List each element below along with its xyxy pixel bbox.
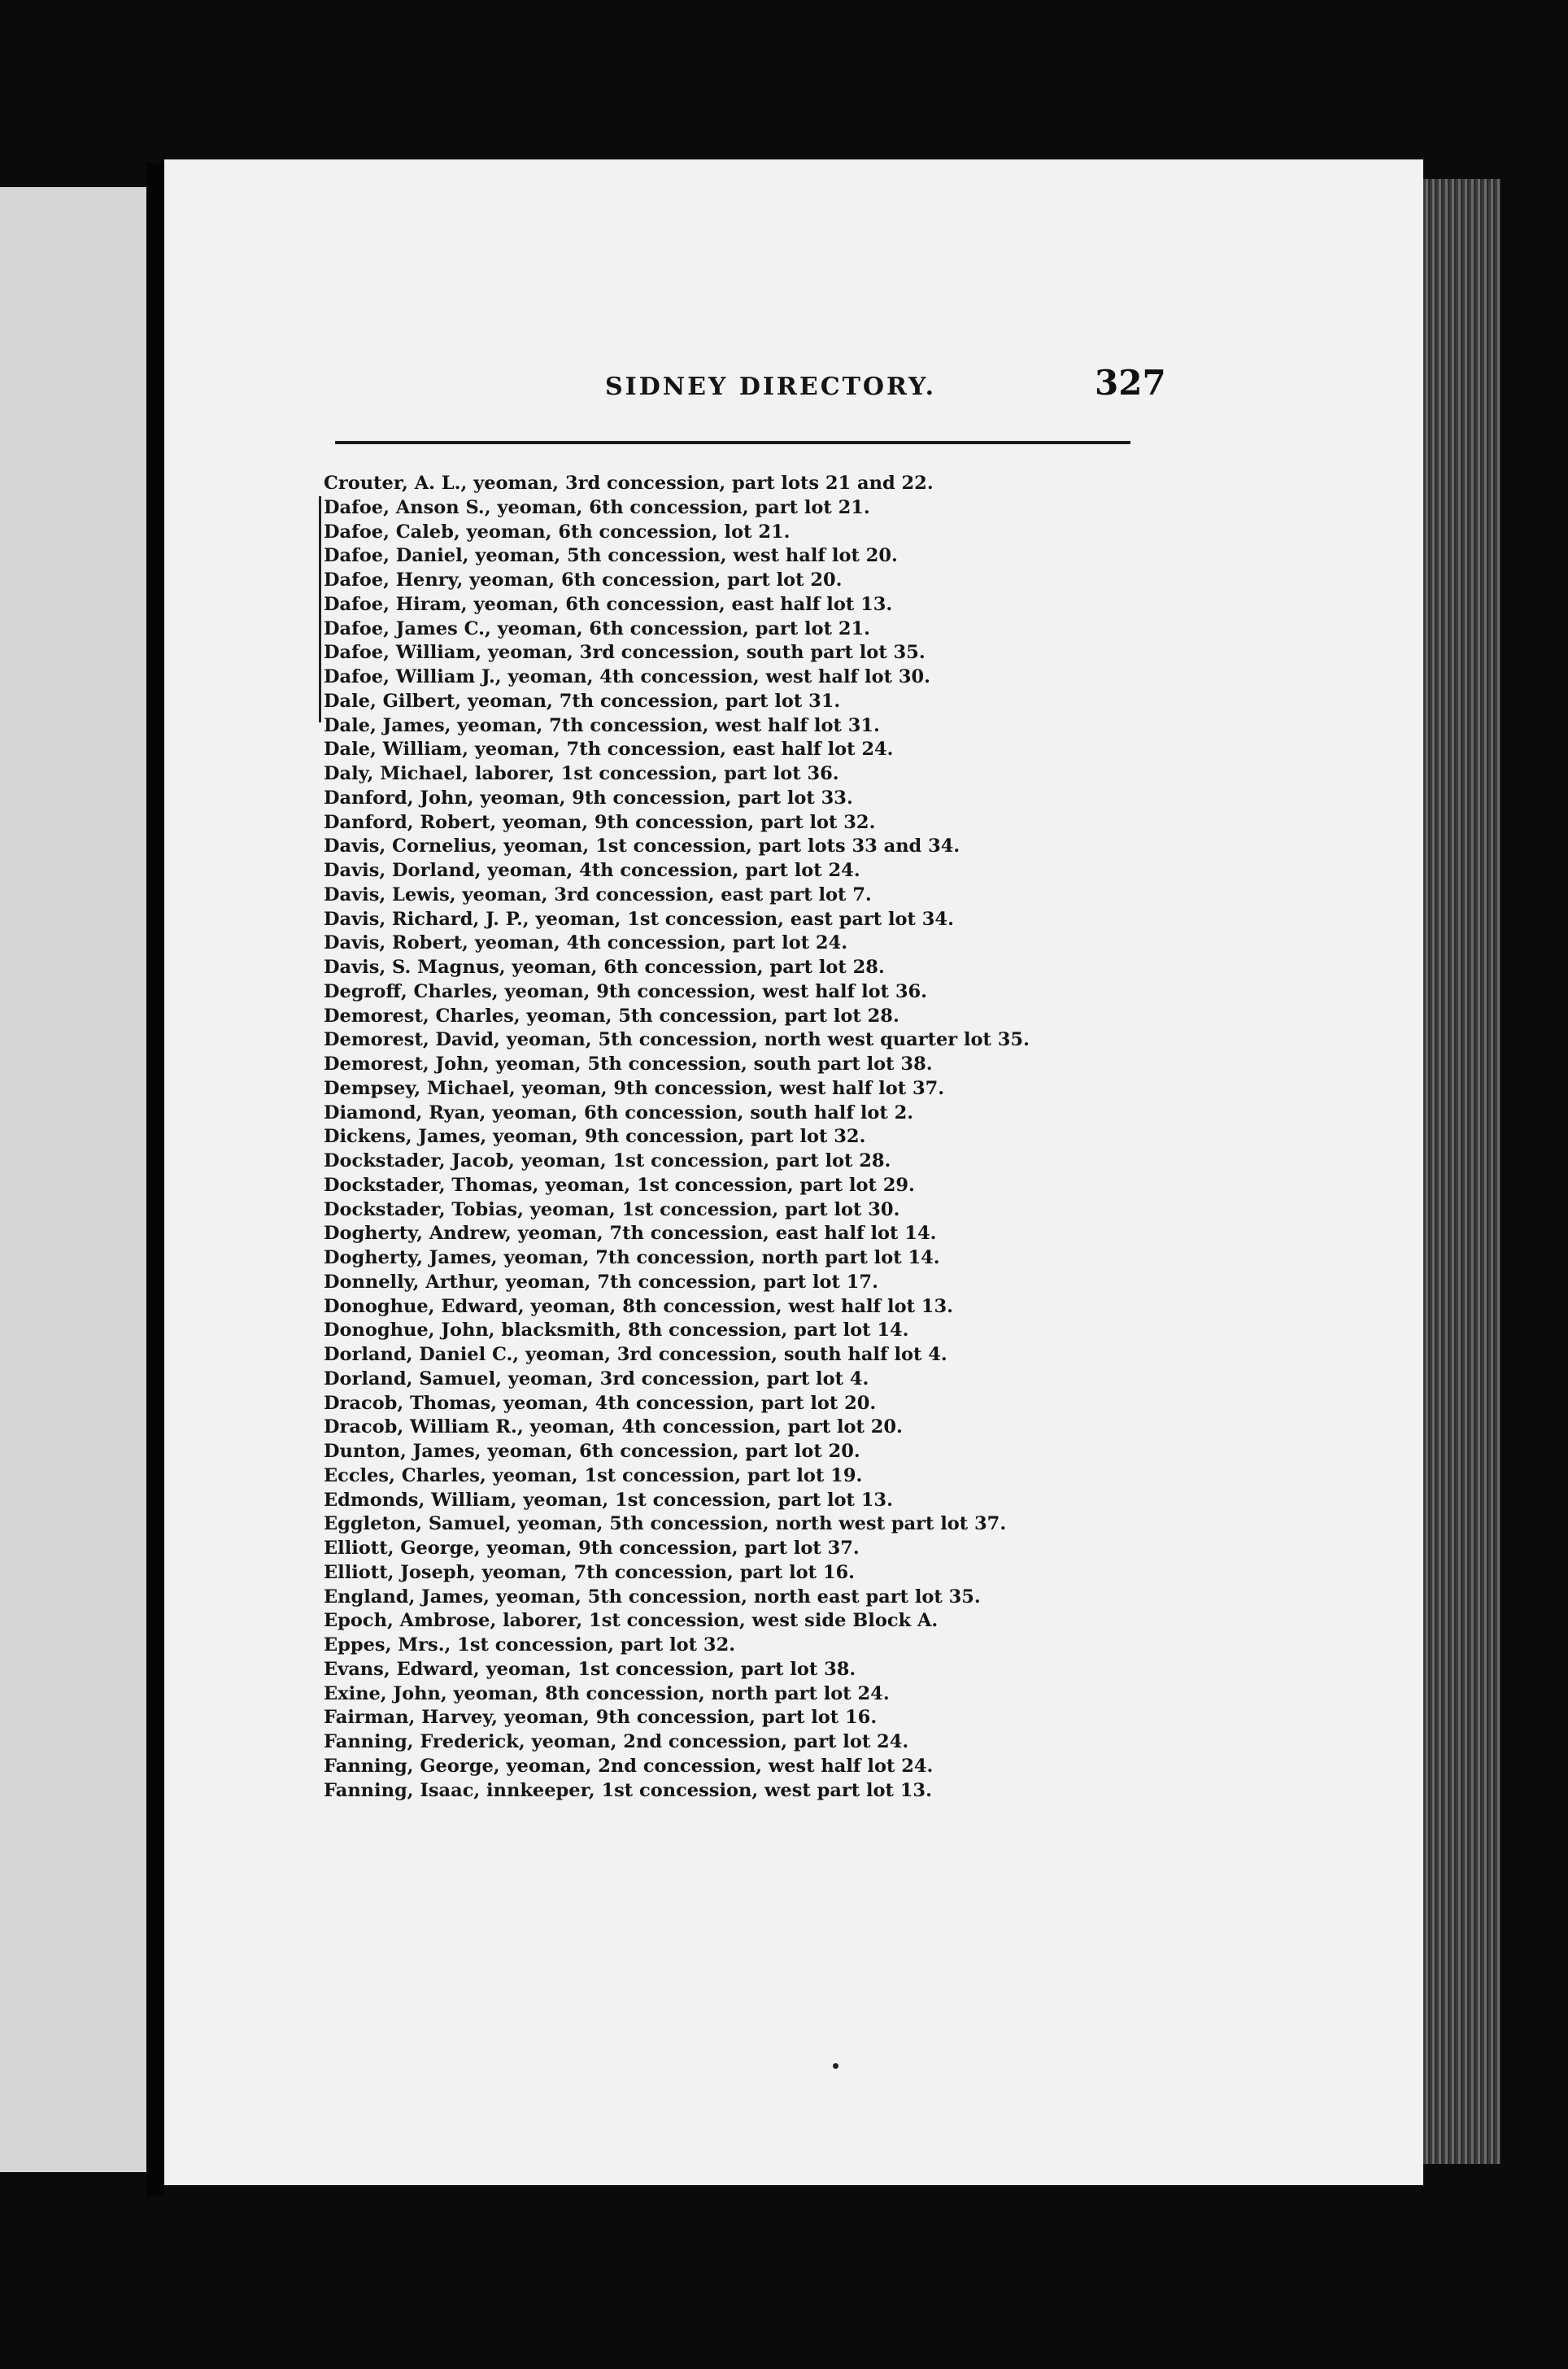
dafoe-bracket-mark	[319, 496, 321, 722]
directory-entry: Demorest, John, yeoman, 5th concession, south part lot 38.	[324, 1054, 933, 1075]
directory-entry: Crouter, A. L., yeoman, 3rd concession, part lots 21 and 22.	[324, 473, 934, 494]
directory-entry: Davis, Lewis, yeoman, 3rd concession, east part lot 7.	[324, 883, 872, 905]
directory-entry: Fanning, Frederick, yeoman, 2nd concession, part lot 24.	[324, 1731, 909, 1752]
directory-entry: Dafoe, Hiram, yeoman, 6th concession, east half lot 13.	[324, 593, 893, 615]
directory-entry: Dafoe, Daniel, yeoman, 5th concession, west half lot 20.	[324, 545, 898, 567]
directory-entry: Fairman, Harvey, yeoman, 9th concession, part lot 16.	[324, 1707, 878, 1729]
directory-entry: Donnelly, Arthur, yeoman, 7th concession, part lot 17.	[324, 1271, 878, 1293]
page-dot	[833, 2063, 838, 2069]
directory-entry: Davis, Richard, J. P., yeoman, 1st concession, east part lot 34.	[324, 908, 954, 930]
directory-entry: Eccles, Charles, yeoman, 1st concession, part lot 19.	[324, 1464, 863, 1486]
directory-entry: Dracob, Thomas, yeoman, 4th concession, part lot 20.	[324, 1392, 877, 1414]
directory-entry: Eggleton, Samuel, yeoman, 5th concession, north west part lot 37.	[324, 1513, 1007, 1535]
directory-entry: Dale, James, yeoman, 7th concession, west half lot 31.	[324, 714, 880, 736]
directory-entry: Dafoe, William J., yeoman, 4th concession, west half lot 30.	[324, 666, 930, 687]
directory-entry: Daly, Michael, laborer, 1st concession, part lot 36.	[324, 763, 839, 784]
directory-entry: Danford, John, yeoman, 9th concession, part lot 33.	[324, 787, 853, 809]
directory-entry: Dorland, Samuel, yeoman, 3rd concession, part lot 4.	[324, 1368, 869, 1390]
directory-entry: Dempsey, Michael, yeoman, 9th concession, west half lot 37.	[324, 1077, 945, 1099]
directory-entry: Degroff, Charles, yeoman, 9th concession, west half lot 36.	[324, 980, 927, 1002]
directory-entry: Dafoe, William, yeoman, 3rd concession, south part lot 35.	[324, 642, 926, 664]
directory-entry: Fanning, Isaac, innkeeper, 1st concession, west part lot 13.	[324, 1779, 932, 1801]
directory-entry: Eppes, Mrs., 1st concession, part lot 32.	[324, 1634, 736, 1656]
page-stack-edge	[1423, 179, 1500, 2164]
directory-entry: Davis, Robert, yeoman, 4th concession, part lot 24.	[324, 932, 848, 954]
directory-entry: Elliott, George, yeoman, 9th concession, part lot 37.	[324, 1538, 860, 1559]
directory-entry: Donoghue, Edward, yeoman, 8th concession, west half lot 13.	[324, 1295, 953, 1317]
directory-entry: Demorest, David, yeoman, 5th concession, north west quarter lot 35.	[324, 1029, 1030, 1051]
page-number: 327	[1095, 363, 1166, 403]
directory-entry: Davis, Dorland, yeoman, 4th concession, part lot 24.	[324, 860, 860, 881]
running-header: SIDNEY DIRECTORY.	[605, 373, 937, 401]
book-gutter	[146, 163, 164, 2197]
directory-entry: Edmonds, William, yeoman, 1st concession, part lot 13.	[324, 1489, 893, 1511]
directory-entry: Exine, John, yeoman, 8th concession, north part lot 24.	[324, 1682, 890, 1704]
directory-entry: Dogherty, James, yeoman, 7th concession, north part lot 14.	[324, 1247, 940, 1268]
directory-entry: Davis, S. Magnus, yeoman, 6th concession, part lot 28.	[324, 957, 885, 978]
directory-entries	[324, 472, 1137, 1803]
directory-entry: Davis, Cornelius, yeoman, 1st concession, part lots 33 and 34.	[324, 835, 960, 857]
directory-entry: Dunton, James, yeoman, 6th concession, part lot 20.	[324, 1441, 860, 1462]
directory-entry: Dockstader, Jacob, yeoman, 1st concession, part lot 28.	[324, 1150, 891, 1171]
directory-entry: Dockstader, Tobias, yeoman, 1st concession, part lot 30.	[324, 1198, 900, 1220]
directory-entry: Dale, Gilbert, yeoman, 7th concession, part lot 31.	[324, 690, 841, 712]
directory-entry: Dale, William, yeoman, 7th concession, east half lot 24.	[324, 739, 894, 761]
directory-entry: England, James, yeoman, 5th concession, north east part lot 35.	[324, 1586, 981, 1608]
directory-entry: Dafoe, Caleb, yeoman, 6th concession, lot 21.	[324, 521, 791, 543]
directory-entry: Donoghue, John, blacksmith, 8th concession, part lot 14.	[324, 1320, 909, 1342]
directory-entry: Evans, Edward, yeoman, 1st concession, part lot 38.	[324, 1658, 856, 1680]
directory-entry: Diamond, Ryan, yeoman, 6th concession, south half lot 2.	[324, 1102, 914, 1123]
directory-entry: Dogherty, Andrew, yeoman, 7th concession, east half lot 14.	[324, 1223, 937, 1245]
directory-entry: Dafoe, James C., yeoman, 6th concession, part lot 21.	[324, 617, 870, 639]
directory-entry: Dracob, William R., yeoman, 4th concession, part lot 20.	[324, 1416, 903, 1438]
directory-entry: Epoch, Ambrose, laborer, 1st concession, west side Block A.	[324, 1610, 939, 1632]
directory-entry: Dafoe, Anson S., yeoman, 6th concession, part lot 21.	[324, 496, 870, 518]
directory-entry: Dickens, James, yeoman, 9th concession, part lot 32.	[324, 1126, 866, 1148]
directory-entry: Dorland, Daniel C., yeoman, 3rd concession, south half lot 4.	[324, 1344, 947, 1365]
header-rule	[335, 441, 1130, 444]
directory-entry: Danford, Robert, yeoman, 9th concession, part lot 32.	[324, 811, 876, 833]
directory-entry: Elliott, Joseph, yeoman, 7th concession, part lot 16.	[324, 1561, 856, 1583]
directory-entry: Fanning, George, yeoman, 2nd concession, west half lot 24.	[324, 1755, 934, 1777]
directory-entry: Dafoe, Henry, yeoman, 6th concession, part lot 20.	[324, 569, 843, 591]
facing-page-edge	[0, 187, 146, 2172]
directory-entry: Demorest, Charles, yeoman, 5th concession, part lot 28.	[324, 1005, 899, 1027]
directory-entry: Dockstader, Thomas, yeoman, 1st concession, part lot 29.	[324, 1174, 915, 1196]
